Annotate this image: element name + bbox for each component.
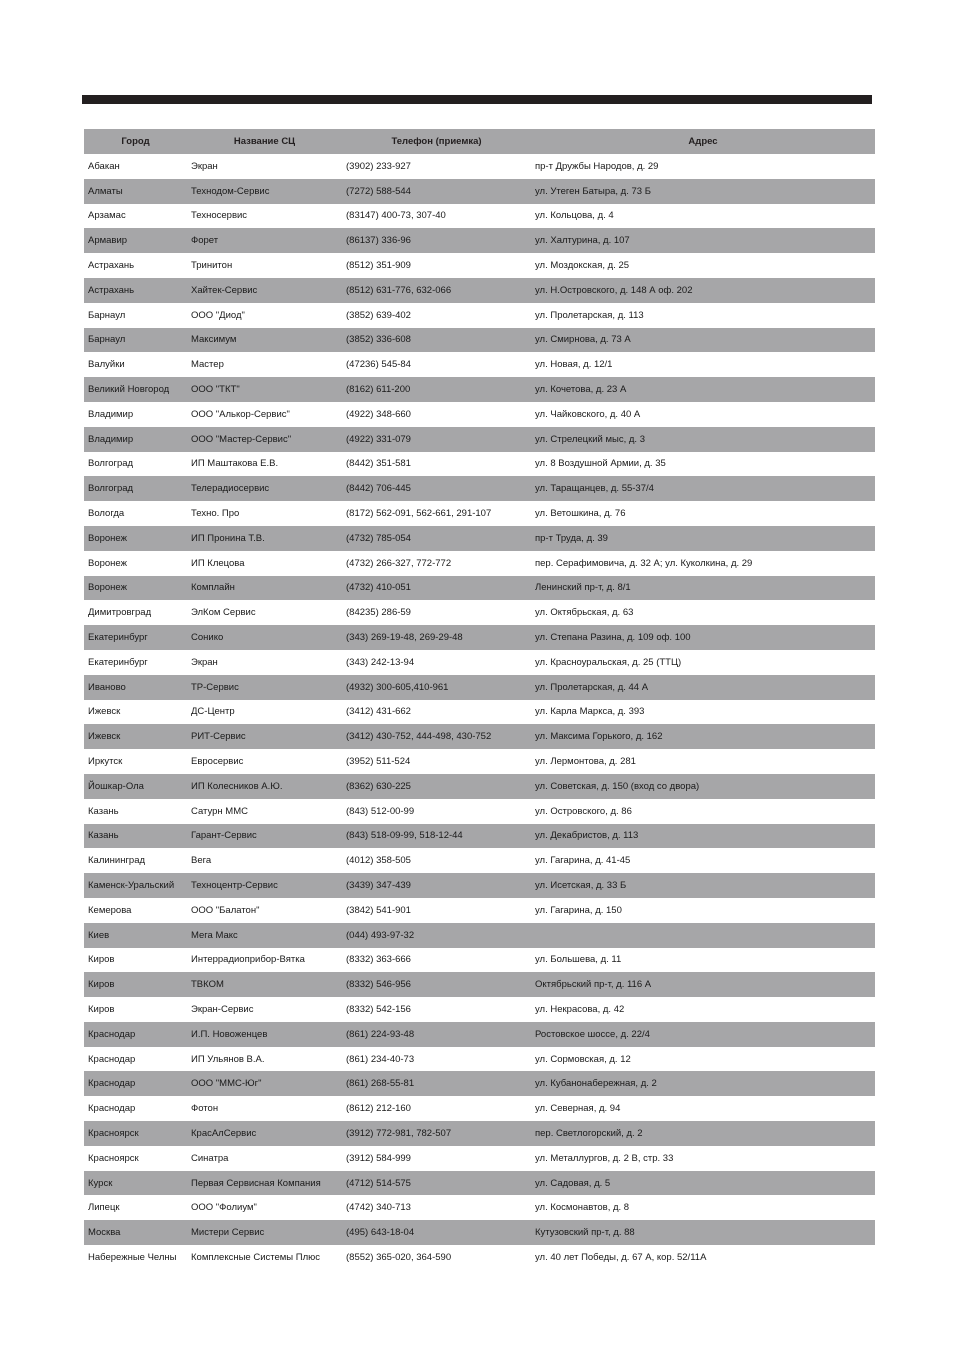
cell-phone: (4732) 785-054 [342, 526, 531, 551]
table-row [84, 377, 875, 402]
cell-phone: (8172) 562-091, 562-661, 291-107 [346, 508, 492, 520]
cell-service-center-name: ООО "Мастер-Сервис" [187, 427, 342, 452]
cell-phone: (843) 518-09-99, 518-12-44 [342, 824, 531, 849]
cell-city: Иркутск [88, 756, 123, 768]
cell-service-center-name: Техно. Про [191, 508, 240, 520]
cell-address: ул. Пролетарская, д. 44 А [531, 675, 875, 700]
cell-service-center-name: ООО "Балатон" [191, 904, 260, 916]
cell-city: Москва [84, 1220, 187, 1245]
cell-phone: (84235) 286-59 [346, 607, 411, 619]
cell-city: Казань [84, 824, 187, 849]
cell-service-center-name: И.П. Новоженцев [187, 1022, 342, 1047]
cell-phone: (8332) 546-956 [342, 972, 531, 997]
table-row [84, 303, 875, 328]
cell-address: ул. Халтурина, д. 107 [531, 228, 875, 253]
cell-address: ул. Декабристов, д. 113 [531, 824, 875, 849]
cell-service-center-name: Первая Сервисная Компания [187, 1171, 342, 1196]
cell-service-center-name: ДС-Центр [191, 706, 235, 718]
cell-phone: (861) 234-40-73 [346, 1053, 415, 1065]
cell-phone: (7272) 588-544 [342, 179, 531, 204]
cell-city: Краснодар [84, 1071, 187, 1096]
cell-phone: (3412) 430-752, 444-498, 430-752 [342, 724, 531, 749]
cell-phone: (4922) 348-660 [346, 408, 411, 420]
cell-address: ул. Лермонтова, д. 281 [535, 756, 636, 768]
cell-address: ул. Космонавтов, д. 8 [535, 1202, 630, 1214]
cell-city: Краснодар [88, 1103, 136, 1115]
cell-phone: (8612) 212-160 [346, 1103, 411, 1115]
cell-city: Екатеринбург [88, 656, 148, 668]
cell-address: ул. Чайковского, д. 40 А [535, 408, 641, 420]
cell-phone: (8162) 611-200 [342, 377, 531, 402]
table-row [84, 749, 875, 774]
cell-city: Владимир [84, 427, 187, 452]
cell-phone: (4712) 514-575 [342, 1171, 531, 1196]
cell-address: ул. Степана Разина, д. 109 оф. 100 [531, 625, 875, 650]
cell-service-center-name: ТР-Сервис [187, 675, 342, 700]
cell-address: ул. Металлургов, д. 2 В, стр. 33 [535, 1152, 674, 1164]
cell-city: Астрахань [84, 278, 187, 303]
table-row [84, 799, 875, 824]
cell-phone: (3852) 336-608 [342, 328, 531, 353]
cell-city: Вологда [88, 508, 125, 520]
cell-service-center-name: Синатра [191, 1152, 229, 1164]
cell-service-center-name: Экран [191, 160, 218, 172]
table-row [84, 1171, 875, 1196]
cell-address: ул. Гагарина, д. 150 [535, 904, 622, 916]
cell-address: пр-т Труда, д. 39 [531, 526, 875, 551]
cell-address: ул. Новая, д. 12/1 [535, 359, 613, 371]
cell-address [531, 923, 875, 948]
cell-city: Воронеж [88, 557, 127, 569]
cell-service-center-name: ООО "Алькор-Сервис" [191, 408, 290, 420]
cell-address: Ростовское шоссе, д. 22/4 [531, 1022, 875, 1047]
table-row [84, 898, 875, 923]
cell-service-center-name: Комплексные Системы Плюс [191, 1251, 321, 1263]
cell-address: ул. Исетская, д. 33 Б [531, 873, 875, 898]
cell-city: Арзамас [88, 210, 126, 222]
cell-city: Армавир [84, 228, 187, 253]
table-row [84, 972, 875, 997]
cell-address: ул. Садовая, д. 5 [531, 1171, 875, 1196]
cell-address: Кутузовский пр-т, д. 88 [531, 1220, 875, 1245]
cell-city: Ижевск [84, 724, 187, 749]
cell-address: ул. Кочетова, д. 23 А [531, 377, 875, 402]
table-row [84, 724, 875, 749]
cell-service-center-name: Экран-Сервис [191, 1003, 254, 1015]
cell-service-center-name: ИП Ульянов В.А. [191, 1053, 265, 1065]
cell-city: Краснодар [88, 1053, 136, 1065]
cell-service-center-name: Телерадиосервис [187, 476, 342, 501]
table-row [84, 476, 875, 501]
cell-city: Калининград [88, 855, 146, 867]
cell-city: Димитровград [88, 607, 152, 619]
cell-city: Киров [84, 972, 187, 997]
cell-city: Барнаул [84, 328, 187, 353]
cell-phone: (4732) 266-327, 772-772 [346, 557, 452, 569]
cell-service-center-name: Форет [187, 228, 342, 253]
table-row [84, 352, 875, 377]
cell-service-center-name: ТВКОМ [187, 972, 342, 997]
cell-service-center-name: Тринитон [191, 260, 233, 272]
cell-address: пер. Серафимовича, д. 32 А; ул. Куколкина, д. 29 [535, 557, 753, 569]
cell-address: ул. Н.Островского, д. 148 А оф. 202 [531, 278, 875, 303]
cell-phone: (495) 643-18-04 [342, 1220, 531, 1245]
cell-phone: (4922) 331-079 [342, 427, 531, 452]
header-service-center-name: Название СЦ [187, 129, 342, 154]
cell-address: пр-т Дружбы Народов, д. 29 [535, 160, 659, 172]
table-row [84, 1071, 875, 1096]
cell-city: Липецк [88, 1202, 120, 1214]
header-phone: Телефон (приемка) [342, 129, 531, 154]
table-row [84, 1245, 875, 1270]
table-row [84, 675, 875, 700]
table-row [84, 774, 875, 799]
cell-city: Киев [84, 923, 187, 948]
table-row [84, 1220, 875, 1245]
cell-city: Воронеж [84, 576, 187, 601]
table-row [84, 278, 875, 303]
cell-phone: (8332) 542-156 [346, 1003, 411, 1015]
table-row [84, 253, 875, 278]
cell-service-center-name: ООО "Фолиум" [191, 1202, 257, 1214]
header-address: Адрес [531, 129, 875, 154]
table-row [84, 228, 875, 253]
cell-address: ул. Октябрьская, д. 63 [535, 607, 634, 619]
table-row [84, 1121, 875, 1146]
table-row [84, 625, 875, 650]
cell-address: ул. Максима Горького, д. 162 [531, 724, 875, 749]
cell-phone: (8512) 351-909 [346, 260, 411, 272]
cell-city: Волгоград [88, 458, 134, 470]
cell-phone: (861) 224-93-48 [342, 1022, 531, 1047]
cell-service-center-name: Мастер [191, 359, 224, 371]
cell-phone: (4742) 340-713 [346, 1202, 411, 1214]
cell-city: Абакан [88, 160, 120, 172]
cell-service-center-name: Фотон [191, 1103, 219, 1115]
cell-phone: (47236) 545-84 [346, 359, 411, 371]
cell-service-center-name: ИП Колесников А.Ю. [187, 774, 342, 799]
cell-service-center-name: Мега Макс [187, 923, 342, 948]
cell-city: Иваново [84, 675, 187, 700]
table-row [84, 526, 875, 551]
cell-service-center-name: ИП Маштакова Е.В. [191, 458, 279, 470]
table-row [84, 1146, 875, 1171]
cell-service-center-name: Мистери Сервис [187, 1220, 342, 1245]
table-row [84, 1195, 875, 1220]
table-row [84, 997, 875, 1022]
cell-city: Киров [88, 1003, 115, 1015]
cell-service-center-name: Экран [191, 656, 218, 668]
cell-address: ул. 40 лет Победы, д. 67 А, кор. 52/11А [535, 1251, 707, 1263]
cell-phone: (4732) 410-051 [342, 576, 531, 601]
table-row [84, 948, 875, 973]
cell-service-center-name: ЭлКом Сервис [191, 607, 256, 619]
cell-city: Алматы [84, 179, 187, 204]
table-row [84, 328, 875, 353]
cell-address: Октябрьский пр-т, д. 116 А [531, 972, 875, 997]
cell-city: Красноярск [84, 1121, 187, 1146]
cell-phone: (861) 268-55-81 [342, 1071, 531, 1096]
table-row [84, 402, 875, 427]
cell-city: Воронеж [84, 526, 187, 551]
cell-address: ул. 8 Воздушной Армии, д. 35 [535, 458, 666, 470]
service-centers-table [84, 129, 875, 1270]
cell-service-center-name: Сонико [187, 625, 342, 650]
cell-phone: (3952) 511-524 [346, 756, 411, 768]
cell-phone: (8442) 351-581 [346, 458, 411, 470]
cell-service-center-name: Технодом-Сервис [187, 179, 342, 204]
table-row [84, 1096, 875, 1121]
cell-phone: (3842) 541-901 [346, 904, 411, 916]
table-body [84, 154, 875, 1270]
table-row [84, 1022, 875, 1047]
cell-service-center-name: ИП Пронина Т.В. [187, 526, 342, 551]
cell-city: Киров [88, 954, 115, 966]
cell-phone: (8512) 631-776, 632-066 [342, 278, 531, 303]
cell-phone: (343) 269-19-48, 269-29-48 [342, 625, 531, 650]
cell-city: Барнаул [88, 309, 126, 321]
cell-service-center-name: Евросервис [191, 756, 244, 768]
cell-city: Йошкар-Ола [84, 774, 187, 799]
cell-city: Астрахань [88, 260, 135, 272]
table-row [84, 600, 875, 625]
table-row [84, 1047, 875, 1072]
cell-phone: (8362) 630-225 [342, 774, 531, 799]
cell-city: Каменск-Уральский [84, 873, 187, 898]
cell-city: Краснодар [84, 1022, 187, 1047]
cell-service-center-name: Хайтек-Сервис [187, 278, 342, 303]
cell-city: Красноярск [88, 1152, 139, 1164]
cell-phone: (3852) 639-402 [346, 309, 411, 321]
cell-city: Набережные Челны [88, 1251, 177, 1263]
cell-address: ул. Утеген Батыра, д. 73 Б [531, 179, 875, 204]
table-row [84, 848, 875, 873]
cell-service-center-name: Гарант-Сервис [187, 824, 342, 849]
table-row [84, 204, 875, 229]
table-row [84, 179, 875, 204]
table-row [84, 576, 875, 601]
cell-phone: (8552) 365-020, 364-590 [346, 1251, 452, 1263]
cell-address: ул. Смирнова, д. 73 А [531, 328, 875, 353]
cell-service-center-name: ИП Клецова [191, 557, 245, 569]
cell-service-center-name: ООО "ТКТ" [187, 377, 342, 402]
cell-city: Ижевск [88, 706, 121, 718]
table-row [84, 650, 875, 675]
cell-address: ул. Ветошкина, д. 76 [535, 508, 626, 520]
cell-phone: (86137) 336-96 [342, 228, 531, 253]
cell-phone: (3912) 584-999 [346, 1152, 411, 1164]
table-header-row [84, 129, 875, 154]
cell-address: ул. Моздокская, д. 25 [535, 260, 630, 272]
cell-address: ул. Некрасова, д. 42 [535, 1003, 625, 1015]
cell-city: Курск [84, 1171, 187, 1196]
table-row [84, 427, 875, 452]
cell-service-center-name: Сатурн ММС [191, 805, 248, 817]
cell-phone: (843) 512-00-99 [346, 805, 415, 817]
cell-service-center-name: Интеррадиоприбор-Вятка [191, 954, 305, 966]
cell-address: ул. Таращанцев, д. 55-37/4 [531, 476, 875, 501]
cell-address: ул. Сормовская, д. 12 [535, 1053, 631, 1065]
cell-phone: (3912) 772-981, 782-507 [342, 1121, 531, 1146]
cell-service-center-name: Комплайн [187, 576, 342, 601]
cell-address: ул. Красноуральская, д. 25 (ТТЦ) [535, 656, 682, 668]
cell-address: ул. Гагарина, д. 41-45 [535, 855, 631, 867]
top-rule [82, 95, 872, 104]
cell-service-center-name: Вега [191, 855, 212, 867]
cell-phone: (3902) 233-927 [346, 160, 411, 172]
cell-service-center-name: РИТ-Сервис [187, 724, 342, 749]
table-row [84, 824, 875, 849]
cell-service-center-name: Максимум [187, 328, 342, 353]
cell-address: ул. Советская, д. 150 (вход со двора) [531, 774, 875, 799]
table-row [84, 551, 875, 576]
table-row [84, 873, 875, 898]
table-row [84, 923, 875, 948]
cell-phone: (044) 493-97-32 [342, 923, 531, 948]
cell-address: ул. Островского, д. 86 [535, 805, 632, 817]
cell-phone: (8332) 363-666 [346, 954, 411, 966]
table-row [84, 154, 875, 179]
table-row [84, 700, 875, 725]
cell-address: ул. Карла Маркса, д. 393 [535, 706, 645, 718]
cell-phone: (4932) 300-605,410-961 [342, 675, 531, 700]
cell-phone: (343) 242-13-94 [346, 656, 415, 668]
cell-address: ул. Кубанонабережная, д. 2 [531, 1071, 875, 1096]
cell-address: пер. Светлогорский, д. 2 [531, 1121, 875, 1146]
cell-address: Ленинский пр-т, д. 8/1 [531, 576, 875, 601]
table-row [84, 452, 875, 477]
table-row [84, 501, 875, 526]
cell-phone: (83147) 400-73, 307-40 [346, 210, 446, 222]
cell-city: Екатеринбург [84, 625, 187, 650]
cell-address: ул. Пролетарская, д. 113 [535, 309, 644, 321]
header-city: Город [84, 129, 187, 154]
cell-city: Кемерова [88, 904, 132, 916]
cell-city: Великий Новгород [84, 377, 187, 402]
cell-service-center-name: ООО "Диод" [191, 309, 245, 321]
cell-service-center-name: Техноцентр-Сервис [187, 873, 342, 898]
cell-phone: (8442) 706-445 [342, 476, 531, 501]
cell-city: Валуйки [88, 359, 125, 371]
cell-address: ул. Большева, д. 11 [535, 954, 622, 966]
cell-phone: (4012) 358-505 [346, 855, 411, 867]
cell-phone: (3439) 347-439 [342, 873, 531, 898]
cell-phone: (3412) 431-662 [346, 706, 411, 718]
cell-service-center-name: ООО "ММС-Юг" [187, 1071, 342, 1096]
cell-service-center-name: Техносервис [191, 210, 248, 222]
cell-address: ул. Северная, д. 94 [535, 1103, 621, 1115]
cell-city: Волгоград [84, 476, 187, 501]
cell-service-center-name: КрасАлСервис [187, 1121, 342, 1146]
cell-city: Казань [88, 805, 119, 817]
cell-city: Владимир [88, 408, 134, 420]
cell-address: ул. Стрелецкий мыс, д. 3 [531, 427, 875, 452]
cell-address: ул. Кольцова, д. 4 [535, 210, 614, 222]
